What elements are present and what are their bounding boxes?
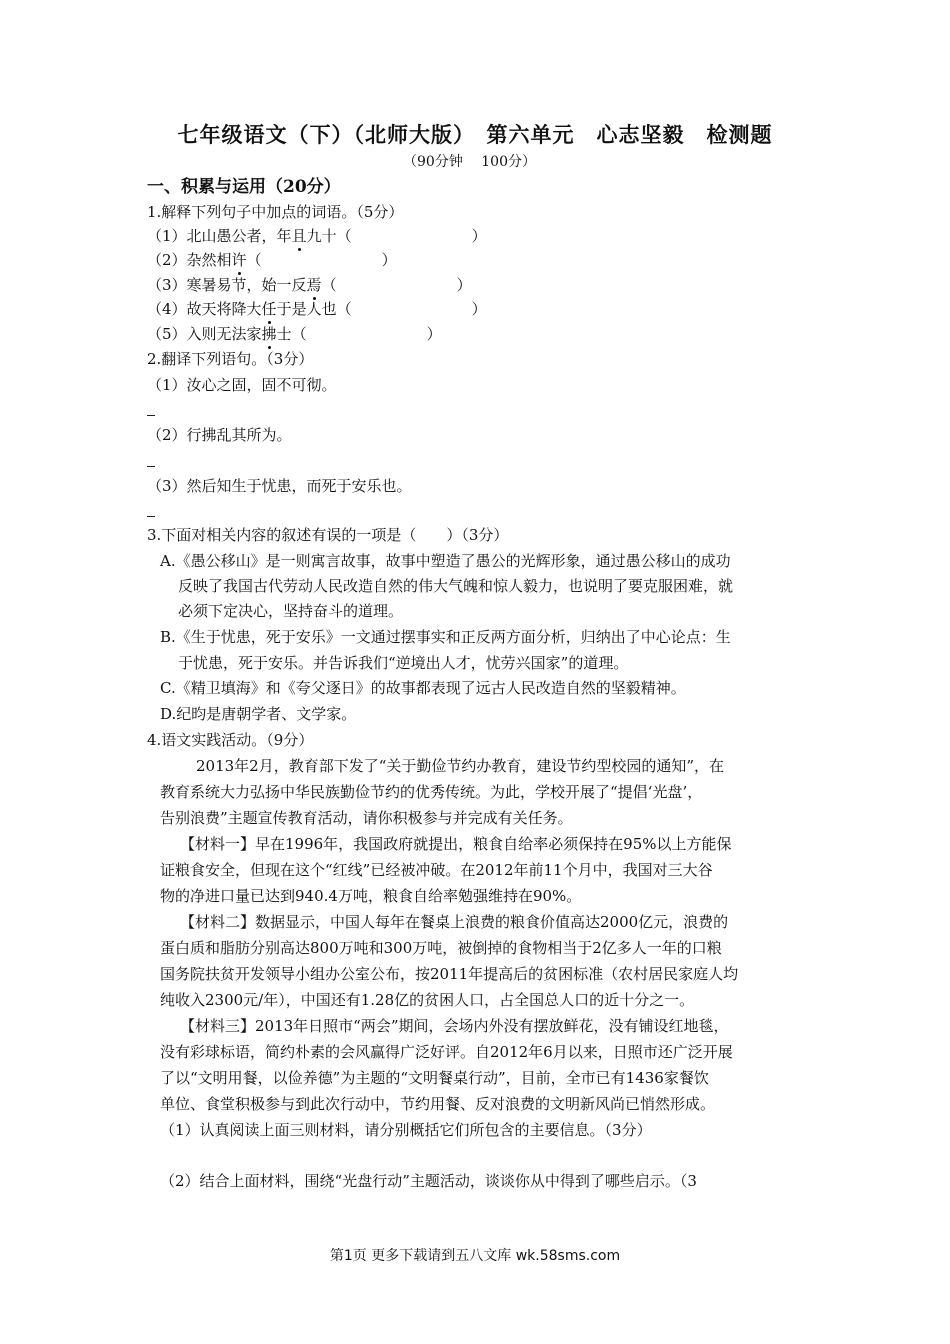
q3-option-line: B.《生于忧患，死于安乐》一文通过摆事实和正反两方面分析，归纳出了中心论点：生: [160, 628, 731, 646]
dotted-word: 焉: [306, 276, 322, 294]
q4-material-line: 【材料二】数据显示，中国人每年在餐桌上浪费的粮食价值高达2000亿元，浪费的: [180, 913, 729, 931]
q3-option-line: C.《精卫填海》和《夸父逐日》的故事都表现了远古人民改造自然的坚毅精神。: [160, 679, 686, 697]
q2-item: （1）汝心之固，固不可彻。: [147, 376, 337, 394]
dotted-word: 任: [261, 300, 277, 318]
q1-item-pre: （5）入则无法家: [147, 325, 262, 343]
q4-material-line: 没有彩球标语，简约朴素的会风赢得广泛好评。自2012年6月以来，日照市还广泛开展: [160, 1043, 733, 1061]
page-subtitle: （90分钟 100分）: [403, 154, 536, 170]
q1-item: [147, 225, 487, 247]
q4-material-line: 【材料三】2013年日照市“两会”期间，会场内外没有摆放鲜花，没有铺设红地毯，: [180, 1017, 729, 1035]
q4-paragraph-line: 教育系统大力弘扬中华民族勤俭节约的优秀传统。为此，学校开展了“提倡‘光盘’，: [160, 783, 703, 801]
dotted-word: 拂: [261, 325, 277, 343]
section-heading: 一、积累与运用（20分）: [147, 177, 341, 197]
q1-item: [147, 323, 442, 345]
q4-material-line: 单位、食堂积极参与到此次行动中，节约用餐、反对浪费的文明新风尚已悄然形成。: [160, 1095, 716, 1113]
q1-stem: 1.解释下列句子中加点的词语。（5分）: [147, 203, 404, 221]
q1-item-post: （ ）: [246, 251, 397, 269]
q4-material-line: 国务院扶贫开发领导小组办公室公布，按2011年提高后的贫困标准（农村居民家庭人均: [160, 965, 739, 983]
answer-line: [147, 466, 155, 467]
q2-item: （2）行拂乱其所为。: [147, 426, 292, 444]
q4-stem: 4.语文实践活动。（9分）: [147, 731, 314, 749]
q1-item-pre: （1）北山愚公者，年: [147, 227, 292, 245]
q2-stem: 2.翻译下列语句。（3分）: [147, 350, 314, 368]
q4-subquestion: （2）结合上面材料，围绕“光盘行动”主题活动，谈谈你从中得到了哪些启示。（3: [160, 1172, 697, 1190]
q3-option-line: 必须下定决心，坚持奋斗的道理。: [178, 602, 404, 620]
q3-option-line: 反映了我国古代劳动人民改造自然的伟大气魄和惊人毅力，也说明了要克服困难，就: [178, 577, 734, 595]
q3-option-line: A.《愚公移山》是一则寓言故事，故事中塑造了愚公的光辉形象，通过愚公移山的成功: [160, 552, 731, 570]
dotted-word: 且: [291, 227, 307, 245]
q1-item: [147, 274, 472, 296]
q4-subquestion: （1）认真阅读上面三则材料，请分别概括它们所包含的主要信息。（3分）: [160, 1121, 652, 1139]
q1-item-post: （ ）: [321, 276, 472, 294]
q4-paragraph-line: 2013年2月，教育部下发了“关于勤俭节约办教育，建设节约型校园的通知”，在: [196, 757, 725, 775]
q1-item-post: 于是人也（ ）: [276, 300, 487, 318]
page-footer: 第1页 更多下载请到五八文库 wk.58sms.com: [329, 1248, 621, 1264]
q1-item-post: 九十（ ）: [306, 227, 487, 245]
q4-material-line: 【材料一】早在1996年，我国政府就提出，粮食自给率必须保持在95%以上方能保: [180, 835, 732, 853]
q1-item-pre: （4）故天将降大: [147, 300, 262, 318]
q4-material-line: 物的净进口量已达到940.4万吨，粮食自给率勉强维持在90%。: [160, 887, 582, 905]
q4-material-line: 证粮食安全，但现在这个“红线”已经被冲破。在2012年前11个月中，我国对三大谷: [160, 861, 713, 879]
q4-material-line: 纯收入2300元/年），中国还有1.28亿的贫困人口，占全国总人口的近十分之一。: [160, 991, 695, 1009]
q2-item: （3）然后知生于忧患，而死于安乐也。: [147, 477, 412, 495]
q4-material-line: 蛋白质和脂肪分别高达800万吨和300万吨，被倒掉的食物相当于2亿多人一年的口粮: [160, 939, 722, 957]
q1-item: [147, 249, 397, 271]
q4-material-line: 了以“文明用餐，以俭养德”为主题的“文明餐桌行动”，目前，全市已有1436家餐饮: [160, 1069, 709, 1087]
q1-item-post: 士（ ）: [276, 325, 442, 343]
q1-item-pre: （3）寒暑易节，始一反: [147, 276, 307, 294]
q1-item-pre: （2）杂然相: [147, 251, 232, 269]
answer-line: [147, 516, 155, 517]
q3-option-line: D.纪昀是唐朝学者、文学家。: [160, 705, 357, 723]
q1-item: [147, 298, 487, 320]
q3-stem: 3.下面对相关内容的叙述有误的一项是（ ）（3分）: [147, 526, 509, 544]
page-title: 七年级语文（下）（北师大版） 第六单元 心志坚毅 检测题: [177, 122, 773, 147]
dotted-word: 许: [231, 251, 247, 269]
answer-line: [147, 415, 155, 416]
q3-option-line: 于忧患，死于安乐。并告诉我们“逆境出人才，忧劳兴国家”的道理。: [178, 654, 629, 672]
q4-paragraph-line: 告别浪费”主题宣传教育活动，请你积极参与并完成有关任务。: [160, 809, 573, 827]
